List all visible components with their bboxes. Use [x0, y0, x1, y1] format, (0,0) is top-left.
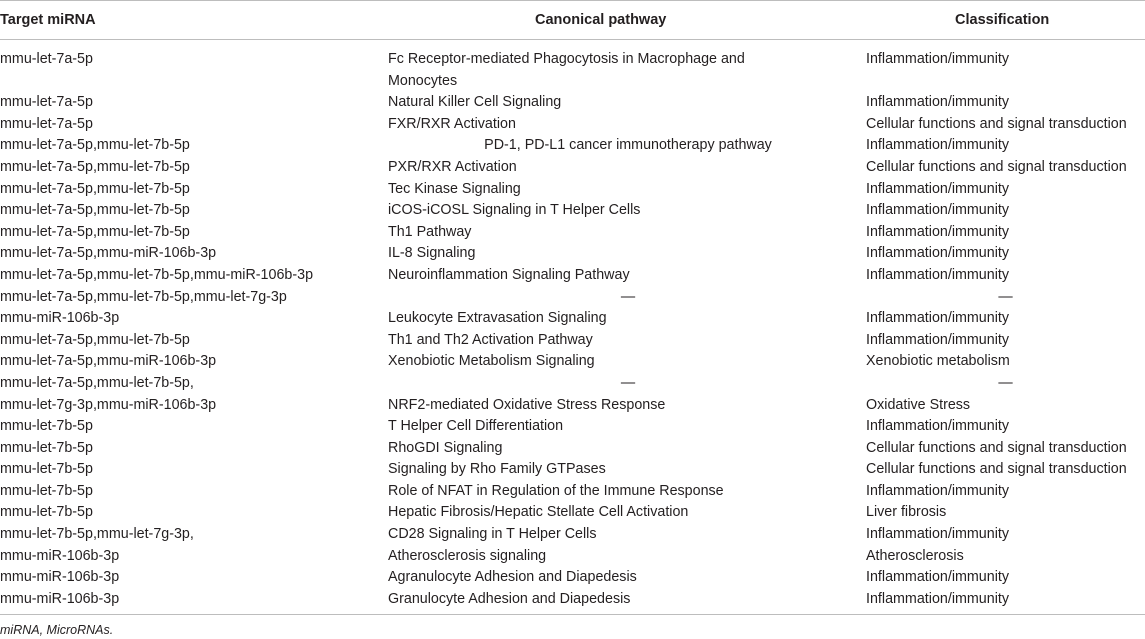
cell-target-mirna: mmu-let-7a-5p,mmu-let-7b-5p — [0, 158, 190, 175]
cell-canonical-pathway: Hepatic Fibrosis/Hepatic Stellate Cell Activation — [388, 504, 689, 521]
table-row — [0, 49, 1145, 92]
cell-classification: Inflammation/immunity — [866, 94, 1010, 111]
table-row — [0, 243, 1145, 265]
cell-canonical-pathway: Leukocyte Extravasation Signaling — [388, 310, 607, 327]
cell-canonical-pathway: Neuroinflammation Signaling Pathway — [388, 266, 630, 283]
cell-classification: Oxidative Stress — [866, 396, 971, 413]
table-row — [0, 157, 1145, 179]
cell-classification: Inflammation/immunity — [866, 310, 1010, 327]
cell-target-mirna: mmu-let-7a-5p,mmu-let-7b-5p — [0, 202, 190, 219]
header-canonical-pathway: Canonical pathway — [535, 12, 667, 28]
table-row — [0, 200, 1145, 222]
cell-target-mirna: mmu-let-7a-5p — [0, 94, 93, 111]
cell-classification: Inflammation/immunity — [866, 245, 1010, 262]
cell-classification: Inflammation/immunity — [866, 180, 1010, 197]
cell-target-mirna: mmu-let-7a-5p,mmu-let-7b-5p — [0, 180, 190, 197]
cell-canonical-pathway: PD-1, PD-L1 cancer immunotherapy pathway — [484, 137, 772, 154]
table-row — [0, 114, 1145, 136]
cell-target-mirna: mmu-let-7a-5p,mmu-let-7b-5p — [0, 331, 190, 348]
cell-canonical-pathway: Role of NFAT in Regulation of the Immune Response — [388, 482, 724, 499]
table-body — [0, 49, 1145, 610]
cell-canonical-pathway: CD28 Signaling in T Helper Cells — [388, 526, 597, 543]
table-row — [0, 179, 1145, 201]
cell-canonical-pathway: Tec Kinase Signaling — [388, 180, 521, 197]
cell-classification: — — [998, 374, 1013, 391]
cell-classification: Inflammation/immunity — [866, 266, 1010, 283]
cell-target-mirna: mmu-let-7b-5p — [0, 439, 93, 456]
table-header-rule — [0, 39, 1145, 40]
cell-canonical-pathway: PXR/RXR Activation — [388, 158, 517, 175]
cell-classification: Inflammation/immunity — [866, 482, 1010, 499]
cell-canonical-pathway: Fc Receptor-mediated Phagocytosis in Macrophage and Monocytes — [388, 51, 745, 89]
cell-target-mirna: mmu-miR-106b-3p — [0, 310, 120, 327]
table-row — [0, 502, 1145, 524]
cell-classification: Cellular functions and signal transduction — [866, 439, 1127, 456]
cell-target-mirna: mmu-let-7a-5p,mmu-let-7b-5p,mmu-miR-106b-3p — [0, 266, 314, 283]
table-row — [0, 546, 1145, 568]
cell-canonical-pathway: Atherosclerosis signaling — [388, 547, 547, 564]
cell-classification: Xenobiotic metabolism — [866, 353, 1010, 370]
cell-canonical-pathway: Agranulocyte Adhesion and Diapedesis — [388, 569, 637, 586]
table-row — [0, 567, 1145, 589]
cell-target-mirna: mmu-let-7b-5p,mmu-let-7g-3p, — [0, 526, 194, 543]
cell-classification: Cellular functions and signal transduction — [866, 461, 1127, 478]
cell-canonical-pathway: IL-8 Signaling — [388, 245, 476, 262]
cell-target-mirna: mmu-let-7a-5p,mmu-let-7b-5p — [0, 223, 190, 240]
cell-canonical-pathway: T Helper Cell Differentiation — [388, 418, 564, 435]
cell-target-mirna: mmu-let-7b-5p — [0, 461, 93, 478]
cell-classification: Liver fibrosis — [866, 504, 947, 521]
cell-target-mirna: mmu-let-7g-3p,mmu-miR-106b-3p — [0, 396, 217, 413]
table-row — [0, 351, 1145, 373]
cell-target-mirna: mmu-let-7b-5p — [0, 418, 93, 435]
cell-canonical-pathway: Th1 Pathway — [388, 223, 472, 240]
table-footnote: miRNA, MicroRNAs. — [0, 623, 114, 637]
cell-classification: Cellular functions and signal transduction — [866, 115, 1127, 132]
table-row — [0, 395, 1145, 417]
cell-target-mirna: mmu-let-7a-5p,mmu-let-7b-5p — [0, 137, 190, 154]
cell-canonical-pathway: Th1 and Th2 Activation Pathway — [388, 331, 593, 348]
cell-classification: Inflammation/immunity — [866, 223, 1010, 240]
cell-classification: Inflammation/immunity — [866, 569, 1010, 586]
cell-classification: Inflammation/immunity — [866, 51, 1010, 67]
cell-canonical-pathway: Xenobiotic Metabolism Signaling — [388, 353, 595, 370]
cell-target-mirna: mmu-let-7b-5p — [0, 482, 93, 499]
cell-target-mirna: mmu-let-7a-5p,mmu-miR-106b-3p — [0, 245, 217, 262]
cell-canonical-pathway: iCOS-iCOSL Signaling in T Helper Cells — [388, 202, 641, 219]
table-row — [0, 459, 1145, 481]
cell-classification: Cellular functions and signal transduction — [866, 158, 1127, 175]
table-row — [0, 524, 1145, 546]
table-row — [0, 330, 1145, 352]
cell-target-mirna: mmu-let-7a-5p — [0, 115, 93, 132]
cell-classification: Inflammation/immunity — [866, 202, 1010, 219]
table-row — [0, 438, 1145, 460]
cell-target-mirna: mmu-let-7b-5p — [0, 504, 93, 521]
cell-classification: Inflammation/immunity — [866, 418, 1010, 435]
cell-canonical-pathway: Natural Killer Cell Signaling — [388, 94, 562, 111]
cell-canonical-pathway: — — [620, 288, 636, 305]
cell-target-mirna: mmu-miR-106b-3p — [0, 590, 120, 607]
cell-canonical-pathway: RhoGDI Signaling — [388, 439, 503, 456]
table-row — [0, 416, 1145, 438]
cell-target-mirna: mmu-let-7a-5p — [0, 51, 93, 67]
cell-target-mirna: mmu-miR-106b-3p — [0, 547, 120, 564]
cell-target-mirna: mmu-let-7a-5p,mmu-miR-106b-3p — [0, 353, 217, 370]
header-classification: Classification — [955, 12, 1050, 28]
table-row — [0, 92, 1145, 114]
cell-canonical-pathway: — — [620, 374, 636, 391]
cell-target-mirna: mmu-let-7a-5p,mmu-let-7b-5p,mmu-let-7g-3p — [0, 288, 287, 305]
table-top-rule — [0, 0, 1145, 1]
cell-classification: Inflammation/immunity — [866, 526, 1010, 543]
cell-canonical-pathway: FXR/RXR Activation — [388, 115, 516, 132]
cell-target-mirna: mmu-miR-106b-3p — [0, 569, 120, 586]
table-row — [0, 135, 1145, 157]
header-target-mirna: Target miRNA — [0, 12, 96, 28]
cell-classification: Atherosclerosis — [866, 547, 964, 564]
table-row — [0, 222, 1145, 244]
table-bottom-rule — [0, 614, 1145, 615]
cell-canonical-pathway: NRF2-mediated Oxidative Stress Response — [388, 396, 666, 413]
cell-target-mirna: mmu-let-7a-5p,mmu-let-7b-5p, — [0, 374, 194, 391]
cell-canonical-pathway: Granulocyte Adhesion and Diapedesis — [388, 590, 631, 607]
table-row — [0, 589, 1145, 611]
table-row — [0, 265, 1145, 287]
table-row — [0, 308, 1145, 330]
table-row — [0, 287, 1145, 309]
cell-classification: Inflammation/immunity — [866, 590, 1010, 607]
cell-classification: — — [998, 288, 1013, 305]
cell-classification: Inflammation/immunity — [866, 137, 1010, 154]
table-row — [0, 481, 1145, 503]
cell-canonical-pathway: Signaling by Rho Family GTPases — [388, 461, 606, 478]
cell-classification: Inflammation/immunity — [866, 331, 1010, 348]
table-row — [0, 373, 1145, 395]
